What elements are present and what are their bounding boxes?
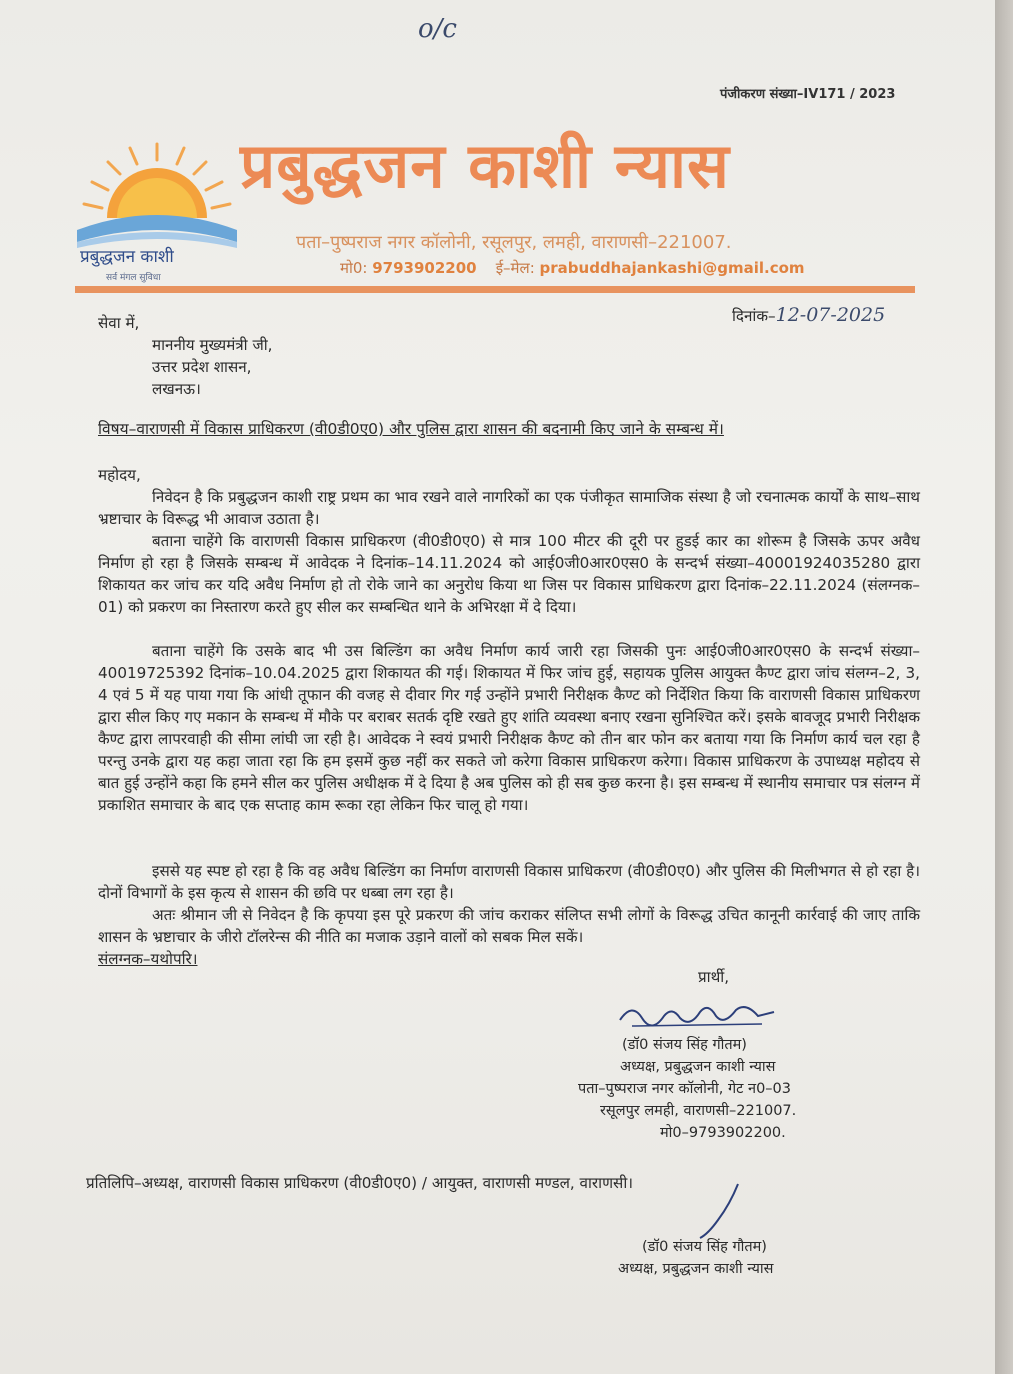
signer-block	[620, 1034, 775, 1078]
sun-logo	[72, 138, 242, 288]
org-address: पता–पुष्पराज नगर कॉलोनी, रसूलपुर, लमही, वाराणसी–221007.	[296, 232, 732, 253]
recipient-line: लखनऊ।	[152, 380, 201, 398]
signature	[612, 998, 782, 1034]
signer2-designation: अध्यक्ष, प्रबुद्धजन काशी न्यास	[618, 1261, 774, 1277]
paragraph: निवेदन है कि प्रबुद्धजन काशी राष्ट्र प्रथम का भाव रखने वाले नागरिकों का एक पंजीकृत सामाजिक संस्था है जो रचनात्मक कार्यों के साथ–साथ भ्रष्टाचार के विरूद्ध भी आवाज उठाता है।	[98, 488, 920, 528]
signer2-name: (डॉ0 संजय सिंह गौतम)	[642, 1239, 767, 1255]
recipient-line: माननीय मुख्यमंत्री जी,	[152, 336, 273, 354]
email-address: prabuddhajankashi@gmail.com	[539, 259, 805, 277]
signer-name: (डॉ0 संजय सिंह गौतम)	[622, 1037, 747, 1053]
cc-line: प्रतिलिपि–अध्यक्ष, वाराणसी विकास प्राधिकरण (वी0डी0ए0) / आयुक्त, वाराणसी मण्डल, वाराणसी।	[86, 1174, 634, 1192]
subject-line: विषय–वाराणसी में विकास प्राधिकरण (वी0डी0ए0) और पुलिस द्वारा शासन की बदनामी किए जाने के सम्बन्ध में।	[98, 420, 724, 438]
org-contact	[340, 258, 805, 278]
salutation: महोदय,	[98, 466, 141, 484]
closing: प्रार्थी,	[698, 968, 730, 986]
date-label: दिनांक–	[732, 307, 776, 325]
paragraph: अतः श्रीमान जी से निवेदन है कि कृपया इस पूरे प्रकरण की जांच कराकर संलिप्त सभी लोगों के विरूद्ध उचित कानूनी कार्रवाई की जाए ताकि शासन के भ्रष्टाचार के जीरो टॉलरेन्स की नीति का मजाक उड़ाने वालों को सबक मिल सकें।	[98, 906, 920, 946]
email-label: ई–मेल:	[495, 259, 535, 277]
mobile-number: 9793902200	[372, 259, 477, 277]
date-value: 12-07-2025	[775, 304, 886, 326]
signer-address	[578, 1078, 796, 1144]
signer-address-line: रसूलपुर लमही, वाराणसी–221007.	[600, 1103, 797, 1119]
to-label: सेवा में,	[98, 314, 140, 332]
signer2-block	[618, 1236, 773, 1280]
logo-tagline: सर्व मंगल सुविधा	[106, 273, 161, 283]
margin-note: o/c	[418, 14, 457, 44]
paragraph: बताना चाहेंगे कि उसके बाद भी उस बिल्डिंग का अवैध निर्माण कार्य जारी रहा जिसकी पुनः आई0जी0आर0एस0 के सन्दर्भ संख्या–40019725392 दिनांक–10.04.2025 द्वारा शिकायत की गई। शिकायत में फिर जांच हुई, सहायक पुलिस आयुक्त कैण्ट द्वारा जांच संलग्न–2, 3, 4 एवं 5 में यह पाया गया कि आंधी तूफान की वजह से दीवार गिर गई उन्होंने प्रभारी निरीक्षक कैण्ट को निर्देशित किया कि वाराणसी विकास प्राधिकरण द्वारा सील किए गए मकान के सम्बन्ध में मौके पर बराबर सतर्क दृष्टि रखते हुए शांति व्यवस्था बनाए रखना सुनिश्चित करें। इसके बावजूद प्रभारी निरीक्षक कैण्ट द्वारा लापरवाही की सीमा लांघी जा रही है। आवेदक ने स्वयं प्रभारी निरीक्षक कैण्ट को तीन बार फोन कर बताया गया कि निर्माण कार्य चल रहा है परन्तु उनके द्वारा यह कहा जाता रहा कि हम इसमें कुछ नहीं कर सकते जो करेगा विकास प्राधिकरण करेगा। विकास प्राधिकरण के उपाध्यक्ष महोदय से बात हुई उन्होंने कहा कि हमने सील कर पुलिस अधीक्षक में दे दिया है अब पुलिस को ही सब कुछ करना है। इस सम्बन्ध में स्थानीय समाचार पत्र संलग्न में प्रकाशित समाचार के बाद एक सप्ताह काम रूका रहा लेकिन फिर चालू हो गया।	[98, 642, 920, 814]
org-title: प्रबुद्धजन काशी न्यास	[240, 129, 730, 202]
signer-address-line: पता–पुष्पराज नगर कॉलोनी, गेट न0–03	[578, 1081, 792, 1097]
date-line	[732, 304, 885, 327]
signer-mobile: मो0–9793902200.	[660, 1125, 786, 1141]
signer-designation: अध्यक्ष, प्रबुद्धजन काशी न्यास	[620, 1059, 776, 1075]
paragraph: इससे यह स्पष्ट हो रहा है कि वह अवैध बिल्डिंग का निर्माण वाराणसी विकास प्राधिकरण (वी0डी0ए0) और पुलिस की मिलीभगत से हो रहा है। दोनों विभागों के इस कृत्य से शासन की छवि पर धब्बा लग रहा है।	[98, 862, 920, 902]
mobile-label: मो0:	[340, 259, 368, 277]
enclosure: संलग्नक–यथोपरि।	[98, 950, 198, 968]
header-rule	[75, 286, 915, 293]
signature-stroke	[690, 1180, 750, 1242]
logo-text: प्रबुद्धजन काशी	[80, 247, 174, 267]
paper-edge	[995, 0, 1013, 1374]
registration-number: पंजीकरण संख्या–IV171 / 2023	[720, 87, 896, 102]
recipient-line: उत्तर प्रदेश शासन,	[152, 358, 252, 376]
paragraph: बताना चाहेंगे कि वाराणसी विकास प्राधिकरण (वी0डी0ए0) से मात्र 100 मीटर की दूरी पर हुडई कार का शोरूम है जिसके ऊपर अवैध निर्माण हो रहा है जिसके सम्बन्ध में आवेदक ने दिनांक–14.11.2024 को आई0जी0आर0एस0 के सन्दर्भ संख्या–40001924035280 द्वारा शिकायत कर जांच कर यदि अवैध निर्माण हो तो रोके जाने का अनुरोध किया था जिस पर विकास प्राधिकरण द्वारा दिनांक–22.11.2024 (संलग्नक–01) को प्रकरण का निस्तारण करते हुए सील कर सम्बन्धित थाने के अभिरक्षा में दे दिया।	[98, 532, 920, 616]
recipient-block	[152, 334, 272, 400]
